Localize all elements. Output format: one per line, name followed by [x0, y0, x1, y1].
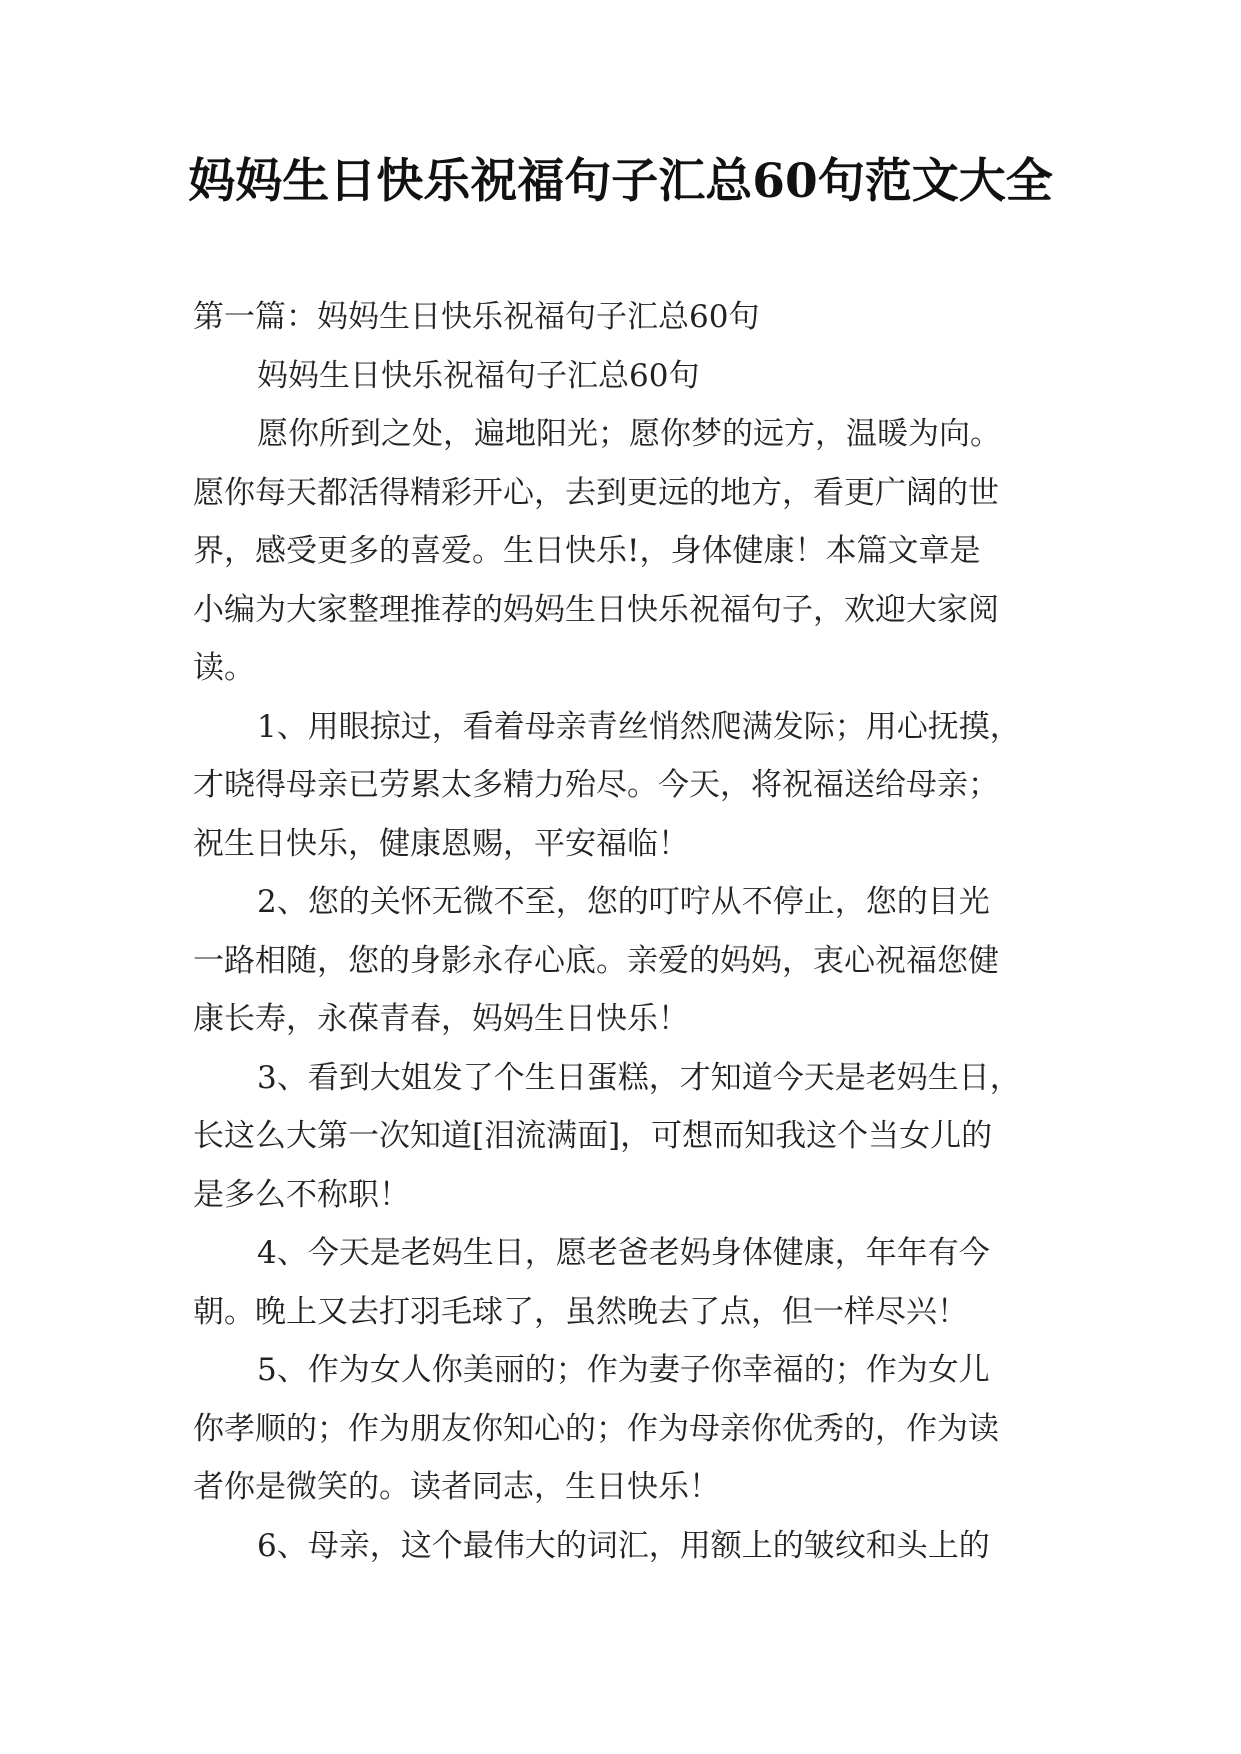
text-line: 界，感受更多的喜爱。生日快乐!，身体健康！本篇文章是: [193, 533, 981, 569]
text-line: 第一篇：妈妈生日快乐祝福句子汇总60句: [193, 299, 760, 335]
text-line: 5、作为女人你美丽的；作为妻子你幸福的；作为女儿: [257, 1352, 990, 1388]
text-line: 祝生日快乐，健康恩赐，平安福临！: [193, 825, 689, 862]
text-line: 读。: [193, 650, 255, 686]
text-line: 3、看到大姐发了个生日蛋糕，才知道今天是老妈生日，: [257, 1059, 1021, 1096]
document-title: 妈妈生日快乐祝福句子汇总60句范文大全: [188, 154, 1053, 209]
text-line: 愿你每天都活得精彩开心，去到更远的地方，看更广阔的世: [193, 474, 999, 511]
text-line: 妈妈生日快乐祝福句子汇总60句: [257, 357, 700, 394]
text-line: 长这么大第一次知道[泪流满面]，可想而知我这个当女儿的: [193, 1118, 993, 1154]
text-line: 者你是微笑的。读者同志，生日快乐！: [193, 1469, 720, 1505]
text-line: 6、母亲，这个最伟大的词汇，用额上的皱纹和头上的: [257, 1527, 990, 1564]
text-line: 康长寿，永葆青春，妈妈生日快乐！: [193, 1001, 689, 1037]
text-line: 朝。晚上又去打羽毛球了，虽然晚去了点，但一样尽兴！: [193, 1293, 968, 1330]
text-line: 才晓得母亲已劳累太多精力殆尽。今天，将祝福送给母亲；: [193, 767, 999, 803]
text-line: 2、您的关怀无微不至，您的叮咛从不停止，您的目光: [257, 884, 990, 920]
text-line: 愿你所到之处，遍地阳光；愿你梦的远方，温暖为向。: [257, 416, 1001, 452]
document-body: [193, 288, 1065, 1575]
text-line: 一路相随，您的身影永存心底。亲爱的妈妈，衷心祝福您健: [193, 942, 999, 979]
text-line: 小编为大家整理推荐的妈妈生日快乐祝福句子，欢迎大家阅: [193, 591, 999, 628]
text-line: 4、今天是老妈生日，愿老爸老妈身体健康，年年有今: [257, 1235, 990, 1271]
text-line: 你孝顺的；作为朋友你知心的；作为母亲你优秀的，作为读: [193, 1410, 999, 1447]
text-line: 1、用眼掠过，看着母亲青丝悄然爬满发际；用心抚摸，: [257, 708, 1021, 745]
text-line: 是多么不称职！: [193, 1176, 410, 1213]
